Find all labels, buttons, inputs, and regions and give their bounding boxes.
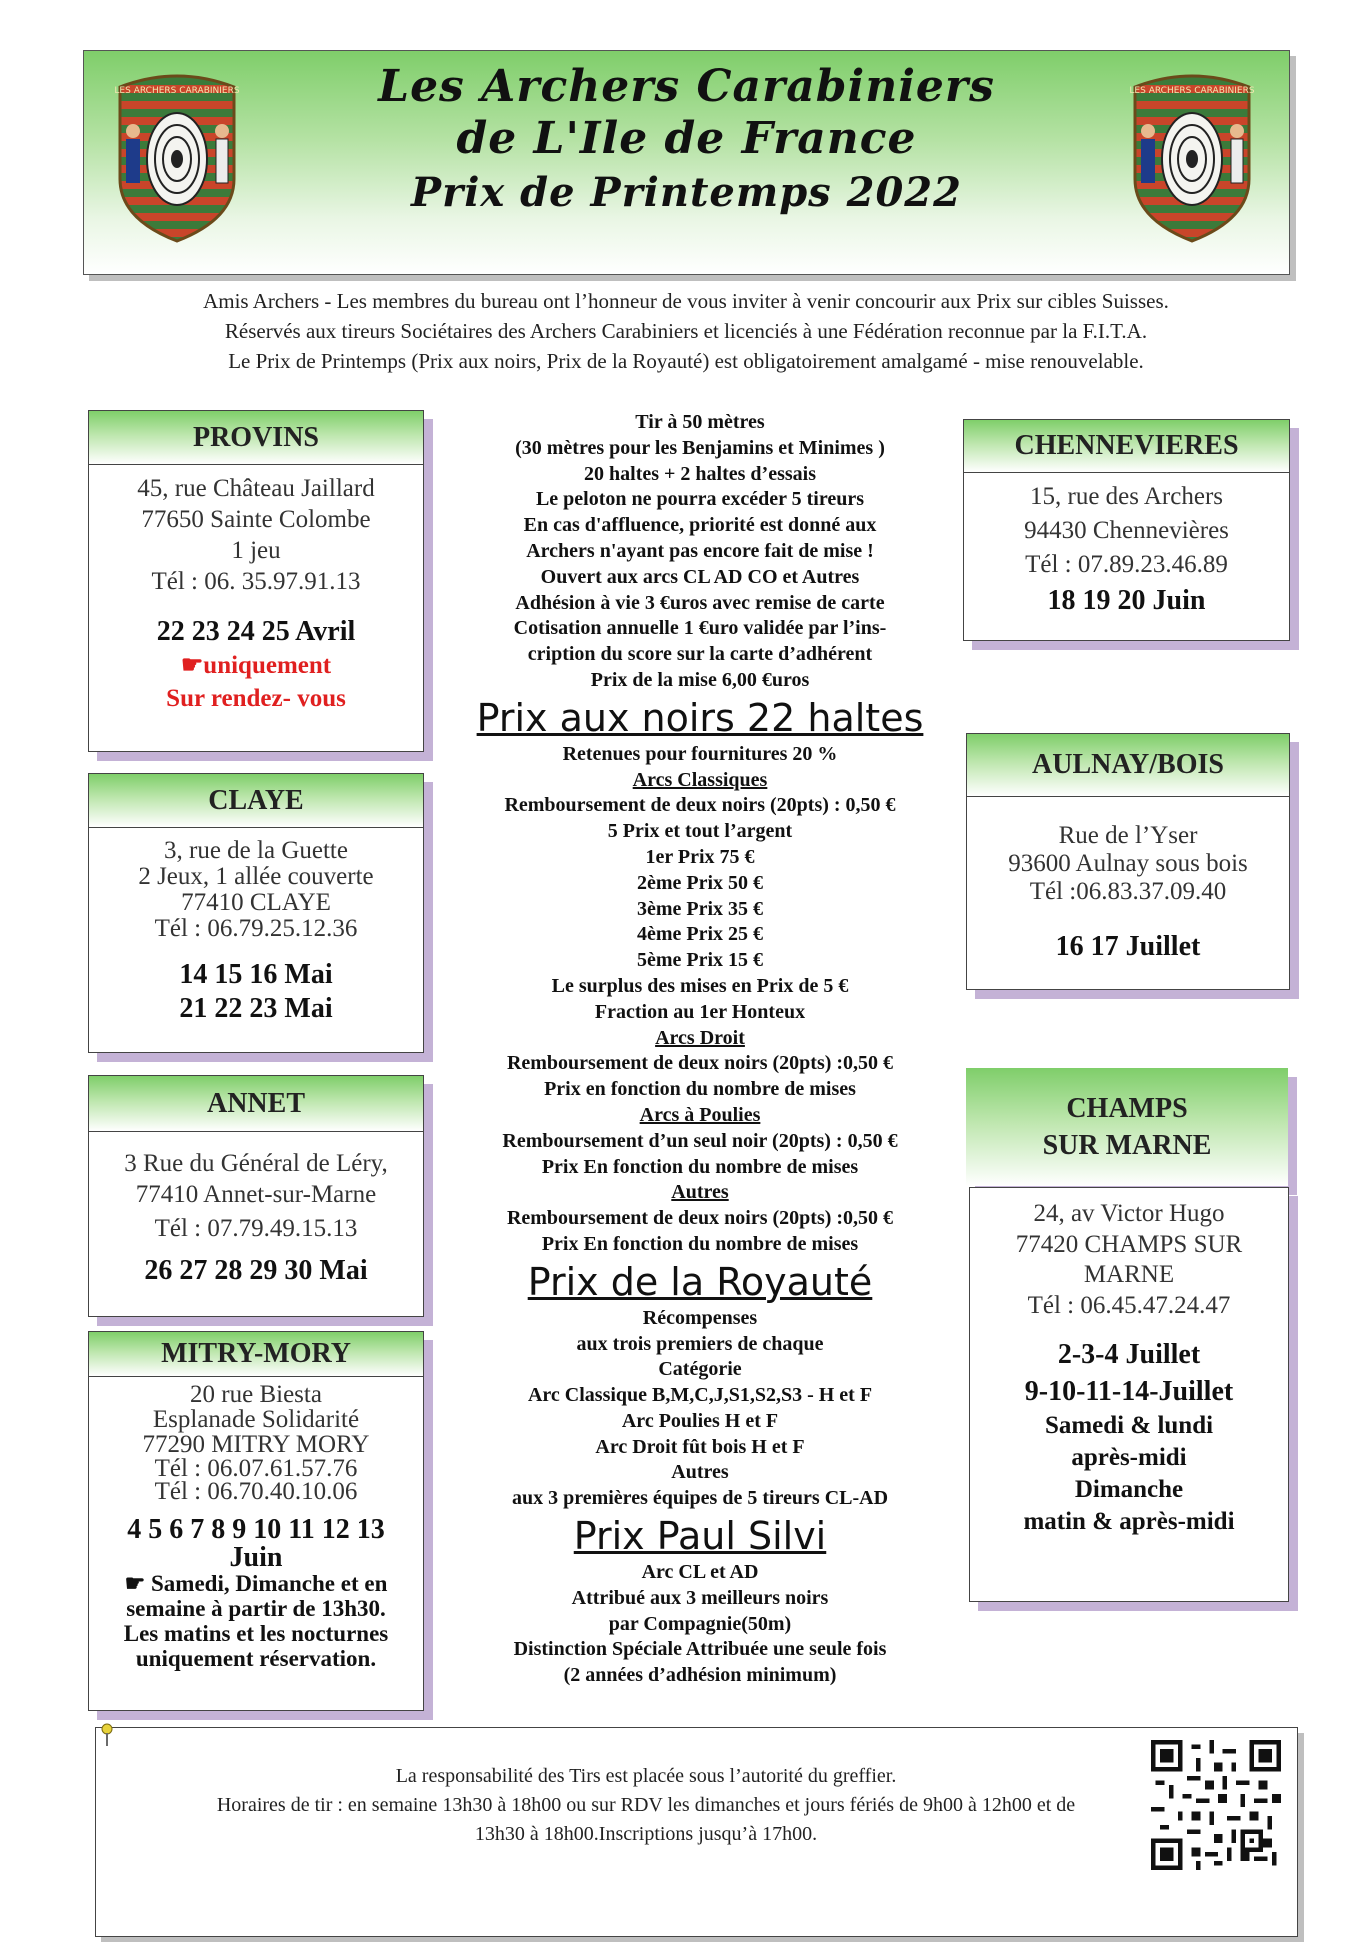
venue-note: uniquement réservation. [135,1646,377,1671]
footer-text [136,1762,1156,1849]
venue-city: 77650 Sainte Colombe [141,506,371,533]
rule-line: Arc Classique B,M,C,J,S1,S2,S3 - H et F [527,1384,873,1407]
intro-line: Réservés aux tireurs Sociétaires des Archers Carabiniers et licenciés à une Fédération reconnue par la F.I.T.A. [224,319,1148,343]
footer-line: 13h30 à 18h00.Inscriptions jusqu’à 17h00. [474,1823,818,1845]
venue-annet [88,1075,424,1317]
rule-line: Remboursement de deux noirs (20pts) :0,50 € [506,1207,894,1230]
rule-line: par Compagnie(50m) [608,1612,792,1635]
venue-lanes: 1 jeu [231,537,281,564]
footer-line: La responsabilité des Tirs est placée sous l’autorité du greffier. [395,1765,897,1787]
venue-city: 77410 Annet-sur-Marne [135,1181,377,1208]
venue-address: 24, av Victor Hugo [1033,1200,1225,1227]
rule-line: 5 Prix et tout l’argent [607,820,793,843]
venue-dates: Juin [229,1542,283,1573]
rule-line: Arc Poulies H et F [621,1409,779,1432]
rule-line: Le peloton ne pourra excéder 5 tireurs [535,488,865,511]
rule-line: Le surplus des mises en Prix de 5 € [551,974,849,997]
rule-line: Adhésion à vie 3 €uros avec remise de carte [515,591,885,614]
rule-line: Prix de la mise 6,00 €uros [590,668,810,691]
venue-note: Dimanche [1074,1476,1184,1503]
venue-dates: 26 27 28 29 30 Mai [144,1255,368,1286]
venue-address: 15, rue des Archers [1030,483,1223,510]
venue-phone: Tél : 07.89.23.46.89 [1025,551,1228,578]
rule-line: Remboursement de deux noirs (20pts) :0,50 € [506,1052,894,1075]
pushpin-icon [98,1723,116,1747]
venue-phone: Tél : 06.70.40.10.06 [154,1478,358,1505]
title-club-region: de L'Ile de France [456,113,917,164]
rule-line: Archers n'ayant pas encore fait de mise ! [526,539,874,562]
footer-line: Horaires de tir : en semaine 13h30 à 18h00 ou sur RDV les dimanches et jours fériés de 9h00 à 12h00 et de [216,1794,1076,1816]
venue-phone: Tél : 07.79.49.15.13 [154,1215,358,1242]
venue-address: 45, rue Château Jaillard [137,475,375,502]
venue-phone: Tél :06.83.37.09.40 [1029,878,1227,905]
rule-line: Autres [671,1461,729,1484]
venue-claye [88,773,424,1053]
rule-line: Récompenses [642,1306,758,1329]
rule-line: (2 années d’adhésion minimum) [563,1664,837,1687]
venue-dates: 22 23 24 25 Avril [156,616,356,647]
rule-line: En cas d'affluence, priorité est donné aux [523,514,877,537]
venue-title: ANNET [89,1076,423,1132]
rule-line: Remboursement de deux noirs (20pts) : 0,50 € [504,794,896,817]
venue-dates: 2-3-4 Juillet [1057,1339,1201,1370]
venue-note: après-midi [1071,1444,1187,1471]
venue-address: Rue de l’Yser [1058,822,1198,849]
qr-code-icon [1151,1740,1281,1870]
intro-text [70,286,1302,376]
rule-line: Ouvert aux arcs CL AD CO et Autres [540,565,860,588]
footer-box [95,1727,1298,1937]
venue-city: 77410 CLAYE [181,889,331,916]
header-banner [83,50,1290,275]
venue-city: 94430 Chennevières [1024,517,1229,544]
rule-line: Retenues pour fournitures 20 % [562,742,838,765]
section-title-prix-noirs: Prix aux noirs 22 haltes [476,695,924,740]
venue-lanes: 2 Jeux, 1 allée couverte [138,863,374,890]
rule-line: aux 3 premières équipes de 5 tireurs CL-AD [511,1487,889,1510]
subsection-title-poulies: Arcs à Poulies [639,1103,761,1126]
venue-address: 3, rue de la Guette [164,837,348,864]
venue-phone: Tél : 06. 35.97.91.13 [151,568,361,595]
venue-dates: 21 22 23 Mai [179,993,333,1024]
rule-line: cription du score sur la carte d’adhérent [527,643,873,666]
rule-line: Tir à 50 mètres [635,411,765,433]
venue-note: matin & après-midi [1023,1508,1235,1535]
rule-line: Prix En fonction du nombre de mises [541,1155,859,1178]
rules-column [440,410,960,1689]
rule-line: aux trois premiers de chaque [576,1332,824,1355]
venue-dates: 14 15 16 Mai [179,959,333,990]
venue-champs-title [966,1068,1288,1186]
venue-note: semaine à partir de 13h30. [126,1596,386,1621]
svg-text:LES ARCHERS CARABINIERS: LES ARCHERS CARABINIERS [1129,86,1255,96]
venue-title: AULNAY/BOIS [967,734,1289,797]
section-title-paul-silvi: Prix Paul Silvi [573,1514,827,1559]
rule-line: Distinction Spéciale Attribuée une seule fois [513,1638,887,1661]
subsection-title-autres: Autres [671,1181,729,1204]
title-event: Prix de Printemps 2022 [411,169,962,216]
rule-line: Cotisation annuelle 1 €uro validée par l’ins- [513,617,887,640]
venue-title: PROVINS [89,411,423,465]
venue-phone: Tél : 06.45.47.24.47 [1027,1292,1231,1319]
venue-provins [88,410,424,752]
venue-phone: Tél : 06.07.61.57.76 [154,1455,358,1482]
rule-line: (30 mètres pour les Benjamins et Minimes ) [515,436,885,459]
venue-notice: Sur rendez- vous [166,685,346,712]
venue-title: CLAYE [89,774,423,828]
rule-line: Fraction au 1er Honteux [594,1000,806,1023]
venue-title: CHAMPS [1066,1093,1188,1124]
venue-city: 77420 CHAMPS SUR [1015,1231,1243,1258]
subsection-title-classiques: Arcs Classiques [632,768,768,791]
rule-line: Remboursement d’un seul noir (20pts) : 0,50 € [502,1129,898,1152]
venue-title: SUR MARNE [1042,1130,1212,1161]
venue-notice: ☛uniquement [180,652,332,679]
intro-line: Le Prix de Printemps (Prix aux noirs, Prix de la Royauté) est obligatoirement amalgamé - mise renouvelable. [228,349,1144,373]
intro-line: Amis Archers - Les membres du bureau ont l’honneur de vous inviter à venir concourir aux Prix sur cibles Suisses. [203,289,1169,313]
prize-line: 5ème Prix 15 € [636,949,764,972]
rule-line: Arc Droit fût bois H et F [595,1435,805,1458]
venue-dates: 16 17 Juillet [1055,931,1201,962]
rule-line: 20 haltes + 2 haltes d’essais [584,462,816,485]
venue-dates: 18 19 20 Juin [1047,585,1206,616]
venue-title: CHENNEVIERES [964,420,1289,473]
venue-mitry-mory [88,1331,424,1711]
rule-line: Attribué aux 3 meilleurs noirs [571,1586,829,1609]
venue-dates: 4 5 6 7 8 9 10 11 12 13 [127,1514,385,1545]
title-club-name: Les Archers Carabiniers [378,61,995,112]
section-title-royaute: Prix de la Royauté [527,1259,873,1304]
venue-note: ☛ Samedi, Dimanche et en [124,1571,388,1596]
rule-line: Prix En fonction du nombre de mises [541,1232,859,1255]
venue-city: 77290 MITRY MORY [142,1431,370,1458]
venue-chennevieres [963,419,1290,641]
venue-city: MARNE [1083,1261,1175,1288]
rule-line: Prix en fonction du nombre de mises [544,1078,856,1101]
prize-line: 2ème Prix 50 € [636,871,764,894]
venue-title: MITRY-MORY [89,1332,423,1377]
venue-phone: Tél : 06.79.25.12.36 [154,915,358,942]
rule-line: Catégorie [658,1358,742,1381]
prize-line: 4ème Prix 25 € [636,923,764,946]
venue-address: 20 rue Biesta [190,1381,322,1408]
venue-note: Samedi & lundi [1044,1412,1214,1439]
venue-address: 3 Rue du Général de Léry, [124,1150,388,1177]
venue-dates: 9-10-11-14-Juillet [1024,1376,1234,1407]
venue-address: Esplanade Solidarité [152,1406,360,1433]
svg-text:LES ARCHERS CARABINIERS: LES ARCHERS CARABINIERS [114,86,240,96]
venue-note: Les matins et les nocturnes [123,1621,389,1646]
rule-line: Arc CL et AD [641,1561,759,1584]
prize-line: 3ème Prix 35 € [636,897,764,920]
venue-city: 93600 Aulnay sous bois [1008,850,1248,877]
venue-aulnay [966,733,1290,990]
venue-champs [969,1187,1289,1602]
prize-line: 1er Prix 75 € [645,845,755,868]
subsection-title-droit: Arcs Droit [655,1026,745,1049]
